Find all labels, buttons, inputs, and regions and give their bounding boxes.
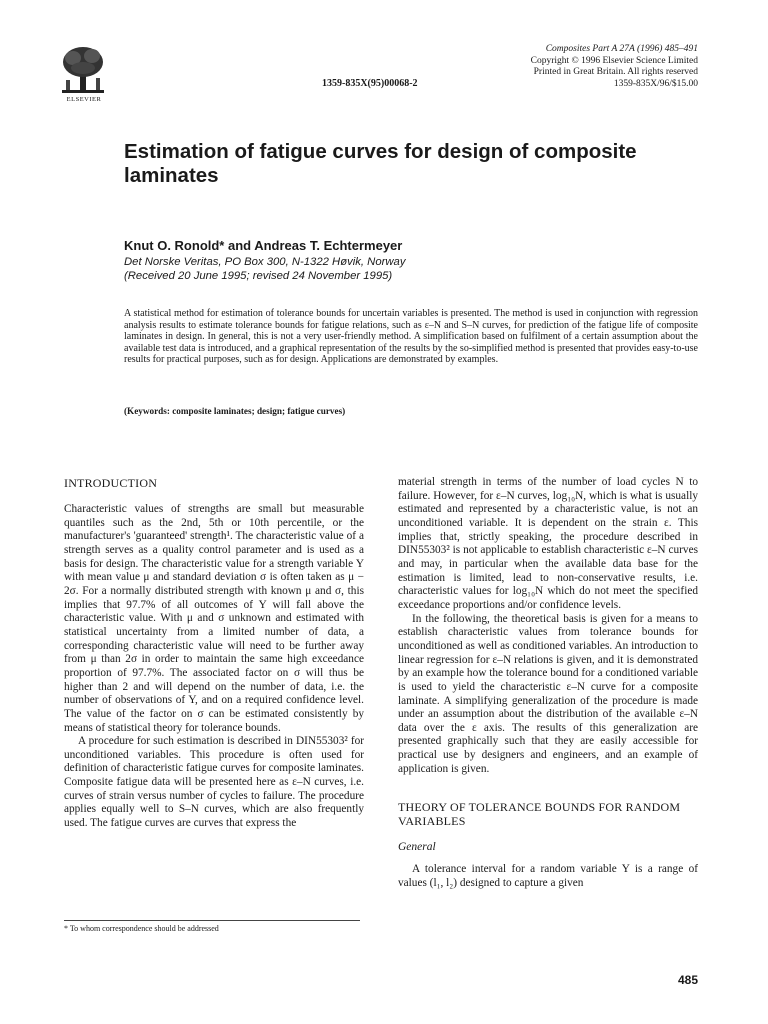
paragraph: A procedure for such estimation is described in DIN55303² for unconditioned variables. This procedure is often used for definition of characteristic fatigue curves for composite laminates. Composite fatigue data will be presented here as ε–N curves, i.e. curves of strain versus number of cycles to failure. The procedure applies equally well to S–N curves, which are also frequently used. The fatigue curves are curves that express the [64, 735, 364, 830]
affiliation: Det Norske Veritas, PO Box 300, N-1322 Høvik, Norway [124, 256, 406, 268]
journal-citation: Composites Part A 27A (1996) 485–491 [545, 44, 698, 54]
paragraph: Characteristic values of strengths are small but measurable quantiles such as the 2nd, 5th or 10th percentile, or the manufacturer's 'guaranteed' strength¹. The characteristic value of a strength serves as a quality control parameter and is used as a basis for design. The characteristic value for a strength variable Y with mean value μ and standard deviation σ is often taken as μ − 2σ. For a normally distributed strength with known μ and σ, this implies that 97.7% of all outcomes of Y will fall above the characteristic value. With μ and σ unknown and estimated with statistical uncertainty from a limited number of data, a corresponding characteristic value will need to be further away from μ than 2σ in order to maintain the same high exceedance proportion of 97.7%. The associated factor on σ will thus be higher than 2 and will depend on the number of data, i.e. the number of observations of Y, and on a required confidence level. The value of the factor on σ can be estimated consistently by means of statistical theory for tolerance bounds. [64, 503, 364, 734]
abstract: A statistical method for estimation of tolerance bounds for uncertain variables is presented. The method is used in conjunction with regression analysis results to estimate tolerance bounds for fatigue relations, such as ε–N and S–N curves, for prediction of the fatigue life of composite laminates in design. In general, this is not a very user-friendly method. A simplification based on fulfilment of a certain assumption about the available test data is introduced, and a graphical representation of the results by the so-simplified method is presented that provides easy-to-use results for practical purposes, such as for design. Applications are demonstrated by examples. [124, 308, 698, 366]
received-dates: (Received 20 June 1995; revised 24 November 1995) [124, 270, 393, 282]
section-heading-theory: THEORY OF TOLERANCE BOUNDS FOR RANDOM VARIABLES [398, 800, 681, 829]
subsection-heading-general: General [398, 841, 436, 854]
journal-info [531, 44, 698, 90]
article-code: 1359-835X(95)00068-2 [322, 78, 418, 89]
paragraph: In the following, the theoretical basis is given for a means to establish characteristic values from tolerance bounds for unconditioned as well as conditioned variables. An introduction to linear regression for ε–N relations is given, and it is demonstrated by an example how the tolerance bound for a conditioned variable is used to yield the characteristic ε–N curve for a composite laminate. A simplifying generalization of the procedure is made under an assumption about the distribution of the available ε–N data over the ε axis. The results of this generalization are presented graphically such that they are easily accessible for practical use by designers and engineers, and an example of application is given. [398, 612, 698, 775]
paragraph: A tolerance interval for a random variable Y is a range of values (l₁, l₂) designed to capture a given [398, 863, 698, 889]
page-number: 485 [677, 973, 698, 987]
authors: Knut O. Ronold* and Andreas T. Echtermeyer [124, 238, 403, 253]
paragraph: material strength in terms of the number of load cycles N to failure. However, for ε–N curves, log₁₀N, which is what is usually estimated and represented by a characteristic value, is not an unconditioned variable. It is dependent on the strain ε. This implies that, strictly speaking, the procedure described in DIN55303² is not applicable to establish characteristic ε–N curves and may, in particular when the available data base for the estimation is limited, lead to non-conservative results, i.e. characteristic values for log₁₀N which do not meet the specified exceedance proportions and/or confidence levels. [398, 476, 698, 611]
printed-line: Printed in Great Britain. All rights reserved [533, 67, 698, 77]
affiliation-block [124, 255, 405, 283]
copyright-line: Copyright © 1996 Elsevier Science Limited [530, 55, 698, 66]
keywords: (Keywords: composite laminates; design; fatigue curves) [124, 406, 346, 416]
left-column [64, 476, 364, 831]
section-heading-introduction: INTRODUCTION [64, 476, 158, 490]
footnote: * To whom correspondence should be addressed [64, 924, 219, 933]
elsevier-tree-logo [58, 44, 108, 96]
footnote-rule [64, 920, 360, 921]
issn-line: 1359-835X/96/$15.00 [613, 78, 698, 89]
paper-title: Estimation of fatigue curves for design of composite laminates [124, 140, 637, 187]
right-column [398, 476, 698, 890]
publisher-name: ELSEVIER [66, 96, 102, 103]
